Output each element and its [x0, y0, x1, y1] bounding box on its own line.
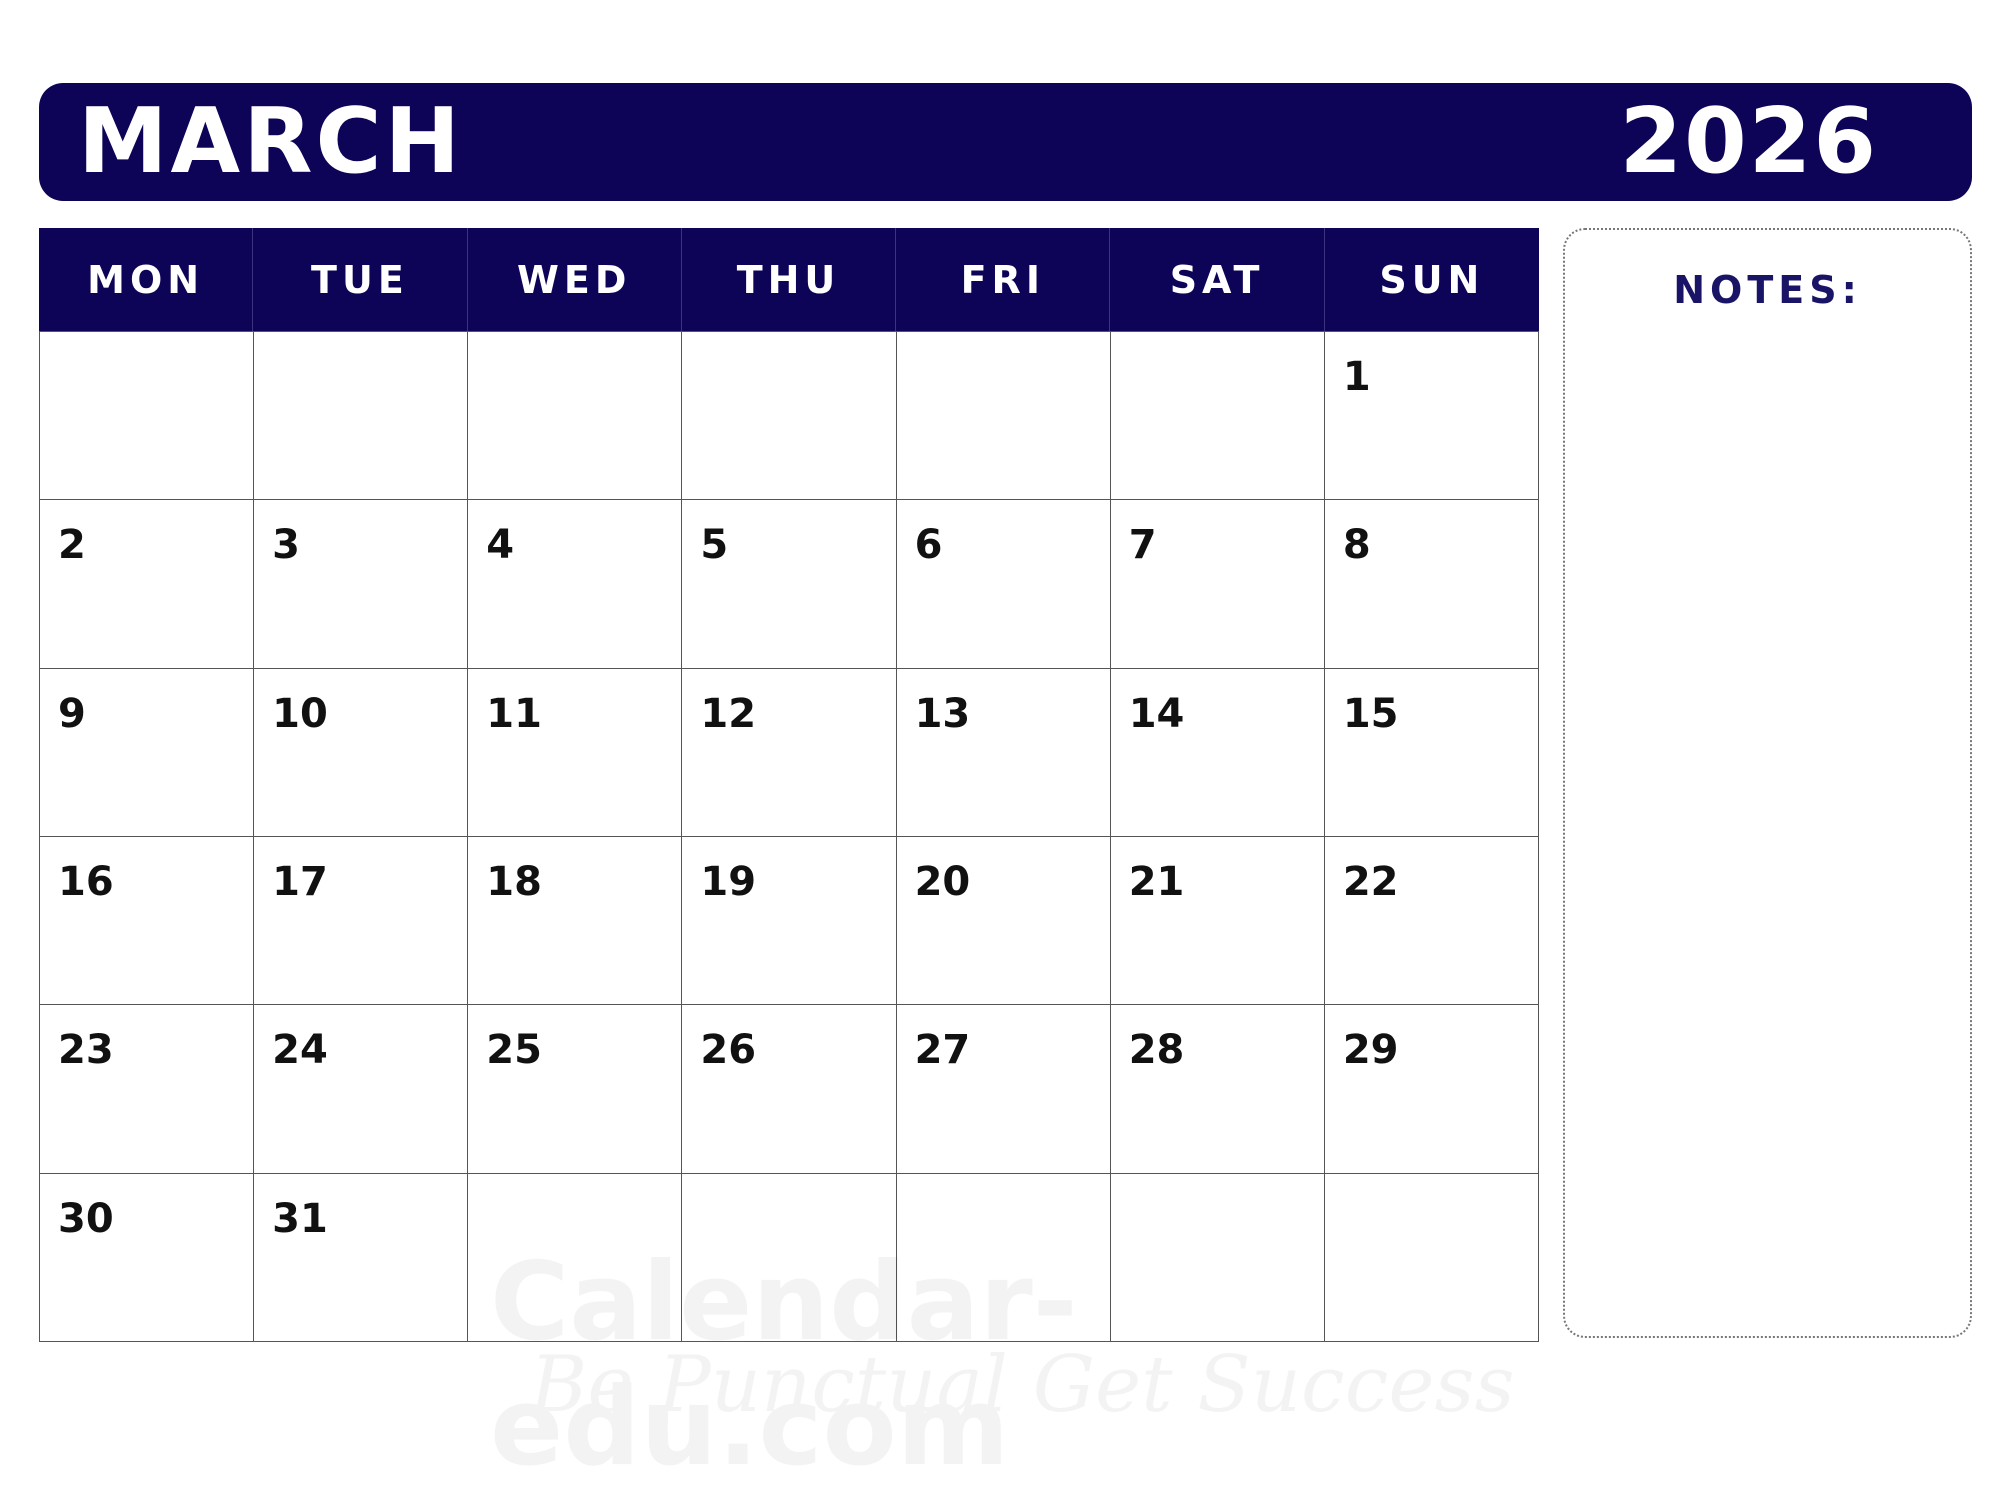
day-number: 31	[272, 1195, 328, 1242]
day-number: 5	[700, 522, 729, 569]
weekday-mon: MON	[39, 228, 253, 331]
day-cell[interactable]	[40, 332, 254, 500]
day-number: 26	[700, 1027, 757, 1074]
day-cell[interactable]	[468, 1174, 682, 1342]
day-cell[interactable]	[682, 1005, 896, 1173]
day-cell[interactable]	[40, 500, 254, 668]
day-number: 18	[486, 858, 542, 905]
day-number: 29	[1342, 1027, 1399, 1074]
day-number: 20	[914, 858, 971, 905]
day-cell[interactable]	[1111, 837, 1325, 1005]
day-cell[interactable]	[682, 669, 896, 837]
day-cell[interactable]	[468, 332, 682, 500]
weekday-tue: TUE	[253, 228, 467, 331]
day-cell[interactable]	[1111, 1005, 1325, 1173]
day-cell[interactable]	[1111, 332, 1325, 500]
day-number: 13	[914, 690, 971, 737]
day-number: 28	[1128, 1027, 1185, 1074]
weekday-header	[39, 228, 1539, 331]
weekday-thu: THU	[682, 228, 896, 331]
day-number: 4	[486, 522, 515, 569]
day-number: 16	[58, 858, 114, 905]
day-cell[interactable]	[1325, 332, 1539, 500]
day-cell[interactable]	[1111, 669, 1325, 837]
day-number: 21	[1128, 858, 1185, 905]
day-number: 23	[58, 1027, 114, 1074]
day-number: 15	[1342, 690, 1399, 737]
day-number: 24	[272, 1027, 328, 1074]
day-number: 8	[1342, 522, 1371, 569]
day-cell[interactable]	[468, 669, 682, 837]
day-cell[interactable]	[897, 1174, 1111, 1342]
day-cell[interactable]	[468, 1005, 682, 1173]
weekday-sun: SUN	[1379, 257, 1485, 302]
day-number: 14	[1128, 690, 1185, 737]
day-cell[interactable]	[40, 837, 254, 1005]
day-cell[interactable]	[254, 1174, 468, 1342]
day-cell[interactable]	[897, 669, 1111, 837]
watermark-tagline	[530, 1340, 1515, 1430]
day-cell[interactable]	[254, 1005, 468, 1173]
day-cell[interactable]	[682, 1174, 896, 1342]
day-number: 3	[272, 522, 300, 569]
day-cell[interactable]	[682, 332, 896, 500]
weekday-fri: FRI	[896, 228, 1110, 331]
day-cell[interactable]	[1325, 1005, 1539, 1173]
day-cell[interactable]	[40, 1174, 254, 1342]
day-cell[interactable]	[682, 500, 896, 668]
day-number: 12	[700, 690, 757, 737]
notes-panel	[1563, 228, 1972, 1338]
day-number: 25	[486, 1027, 542, 1074]
day-number: 19	[700, 858, 757, 905]
day-number: 1	[1342, 354, 1371, 400]
day-cell[interactable]	[1325, 669, 1539, 837]
day-cell[interactable]	[1111, 1174, 1325, 1342]
day-cell[interactable]	[1325, 1174, 1539, 1342]
year-title: 2026	[1619, 89, 1878, 194]
day-cell[interactable]	[468, 837, 682, 1005]
day-cell[interactable]	[40, 1005, 254, 1173]
day-number: 9	[58, 690, 86, 737]
day-cell[interactable]	[1325, 837, 1539, 1005]
day-cell[interactable]	[897, 1005, 1111, 1173]
day-cell[interactable]	[897, 500, 1111, 668]
day-number: 2	[58, 522, 86, 569]
weekday-sat: SAT	[1110, 228, 1324, 331]
day-cell[interactable]	[254, 669, 468, 837]
day-cell[interactable]	[1111, 500, 1325, 668]
weekday-wed: WED	[468, 228, 682, 331]
day-cell[interactable]	[1325, 500, 1539, 668]
day-number: 22	[1342, 858, 1399, 905]
day-number: 6	[914, 522, 943, 569]
day-number: 27	[914, 1027, 971, 1074]
month-title: MARCH	[78, 89, 463, 194]
day-cell[interactable]	[40, 669, 254, 837]
day-number: 11	[486, 690, 542, 737]
day-cell[interactable]	[254, 837, 468, 1005]
day-cell[interactable]	[254, 500, 468, 668]
day-cell[interactable]	[897, 332, 1111, 500]
calendar-grid	[39, 228, 1539, 1342]
notes-title: NOTES:	[1673, 268, 1862, 312]
day-cells	[39, 331, 1539, 1342]
day-cell[interactable]	[468, 500, 682, 668]
day-number: 10	[272, 690, 328, 737]
day-cell[interactable]	[897, 837, 1111, 1005]
day-number: 17	[272, 858, 328, 905]
day-cell[interactable]	[682, 837, 896, 1005]
day-cell[interactable]	[254, 332, 468, 500]
day-number: 30	[58, 1195, 114, 1242]
day-number: 7	[1128, 522, 1157, 569]
